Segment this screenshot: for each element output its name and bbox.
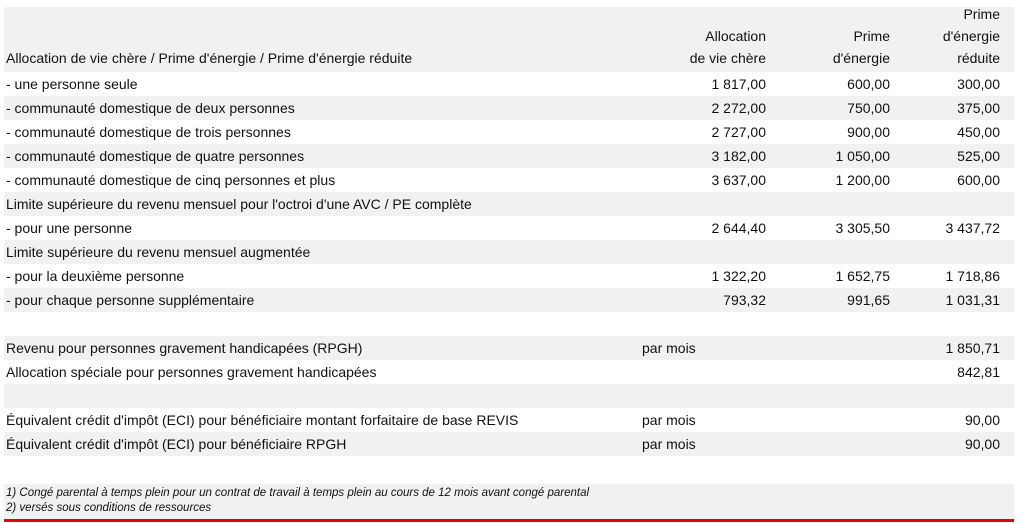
value-prime: 991,65 bbox=[847, 292, 890, 308]
row-label: - une personne seule bbox=[6, 76, 138, 92]
row-label: - communauté domestique de trois personnes bbox=[6, 124, 291, 140]
value-allocation: 2 272,00 bbox=[711, 100, 766, 116]
row-label: - pour une personne bbox=[6, 220, 133, 236]
row-label: Équivalent crédit d'impôt (ECI) pour bénéficiaire RPGH bbox=[6, 436, 347, 452]
value-prime: 3 305,50 bbox=[835, 220, 890, 236]
value-prime-reduite: 1 031,31 bbox=[945, 292, 1000, 308]
header-label: Allocation de vie chère / Prime d'énergie / Prime d'énergie réduite bbox=[6, 50, 413, 66]
table-row bbox=[4, 168, 1014, 192]
row-label: Allocation spéciale pour personnes gravement handicapées bbox=[6, 364, 377, 380]
row-label: - communauté domestique de deux personnes bbox=[6, 100, 295, 116]
table-row bbox=[4, 336, 1014, 360]
value-prime: 600,00 bbox=[847, 76, 890, 92]
value-prime-reduite: 3 437,72 bbox=[945, 220, 1000, 236]
table-row bbox=[4, 144, 1014, 168]
table-row bbox=[4, 216, 1014, 240]
value-prime-reduite: 90,00 bbox=[964, 436, 1000, 452]
table-row bbox=[4, 384, 1014, 408]
table-row bbox=[4, 288, 1014, 312]
row-label: - communauté domestique de quatre personnes bbox=[6, 148, 305, 164]
table-row bbox=[4, 432, 1014, 456]
table-row bbox=[4, 264, 1014, 288]
row-label: Limite supérieure du revenu mensuel pour l'octroi d'une AVC / PE complète bbox=[6, 196, 472, 212]
value-prime-reduite: 842,81 bbox=[957, 364, 1000, 380]
header-col-prime-reduite-line: réduite bbox=[957, 50, 1000, 66]
row-period: par mois bbox=[642, 436, 696, 452]
table-row bbox=[4, 72, 1014, 96]
header-col-allocation bbox=[690, 25, 766, 69]
value-allocation: 1 817,00 bbox=[711, 76, 766, 92]
row-label: Revenu pour personnes gravement handicapées (RPGH) bbox=[6, 340, 363, 356]
row-label: - pour chaque personne supplémentaire bbox=[6, 292, 255, 308]
header-col-allocation-line: Allocation bbox=[705, 28, 766, 44]
value-allocation: 3 637,00 bbox=[711, 172, 766, 188]
value-prime: 750,00 bbox=[847, 100, 890, 116]
table-row bbox=[4, 456, 1014, 480]
row-period: par mois bbox=[642, 340, 696, 356]
header-col-prime-reduite-line: d'énergie bbox=[942, 28, 1000, 44]
value-allocation: 1 322,20 bbox=[711, 268, 766, 284]
footnotes bbox=[4, 484, 1014, 519]
value-prime-reduite: 300,00 bbox=[957, 76, 1000, 92]
row-period: par mois bbox=[642, 412, 696, 428]
row-label: - pour la deuxième personne bbox=[6, 268, 185, 284]
value-prime: 1 050,00 bbox=[835, 148, 890, 164]
table-row bbox=[4, 312, 1014, 336]
value-prime-reduite: 1 850,71 bbox=[945, 340, 1000, 356]
header-col-prime-reduite bbox=[943, 3, 1000, 69]
value-prime-reduite: 90,00 bbox=[964, 412, 1000, 428]
value-prime-reduite: 1 718,86 bbox=[945, 268, 1000, 284]
header-col-allocation-line: de vie chère bbox=[689, 50, 766, 66]
table-header bbox=[4, 7, 1014, 72]
value-allocation: 2 727,00 bbox=[711, 124, 766, 140]
header-col-prime bbox=[833, 25, 890, 69]
value-prime-reduite: 600,00 bbox=[957, 172, 1000, 188]
accent-divider bbox=[4, 519, 1014, 522]
footnote-1: 1) Congé parental à temps plein pour un contrat de travail à temps plein au cours de 12 mois avant congé parental bbox=[6, 487, 590, 499]
table-row bbox=[4, 360, 1014, 384]
header-col-prime-line: d'énergie bbox=[832, 50, 890, 66]
table-row bbox=[4, 240, 1014, 264]
value-allocation: 793,32 bbox=[723, 292, 766, 308]
value-allocation: 3 182,00 bbox=[711, 148, 766, 164]
table-row bbox=[4, 192, 1014, 216]
value-prime-reduite: 525,00 bbox=[957, 148, 1000, 164]
value-prime: 900,00 bbox=[847, 124, 890, 140]
row-label: Limite supérieure du revenu mensuel augmentée bbox=[6, 244, 311, 260]
table-row bbox=[4, 96, 1014, 120]
header-col-prime-reduite-line: Prime bbox=[963, 6, 1000, 22]
header-col-prime-line: Prime bbox=[853, 28, 890, 44]
row-label: Équivalent crédit d'impôt (ECI) pour bénéficiaire montant forfaitaire de base REVIS bbox=[6, 412, 519, 428]
footnote-2: 2) versés sous conditions de ressources bbox=[6, 502, 212, 514]
value-prime: 1 652,75 bbox=[835, 268, 890, 284]
value-allocation: 2 644,40 bbox=[711, 220, 766, 236]
table-row bbox=[4, 120, 1014, 144]
value-prime-reduite: 450,00 bbox=[957, 124, 1000, 140]
table-row bbox=[4, 408, 1014, 432]
row-label: - communauté domestique de cinq personnes et plus bbox=[6, 172, 336, 188]
value-prime: 1 200,00 bbox=[835, 172, 890, 188]
value-prime-reduite: 375,00 bbox=[957, 100, 1000, 116]
